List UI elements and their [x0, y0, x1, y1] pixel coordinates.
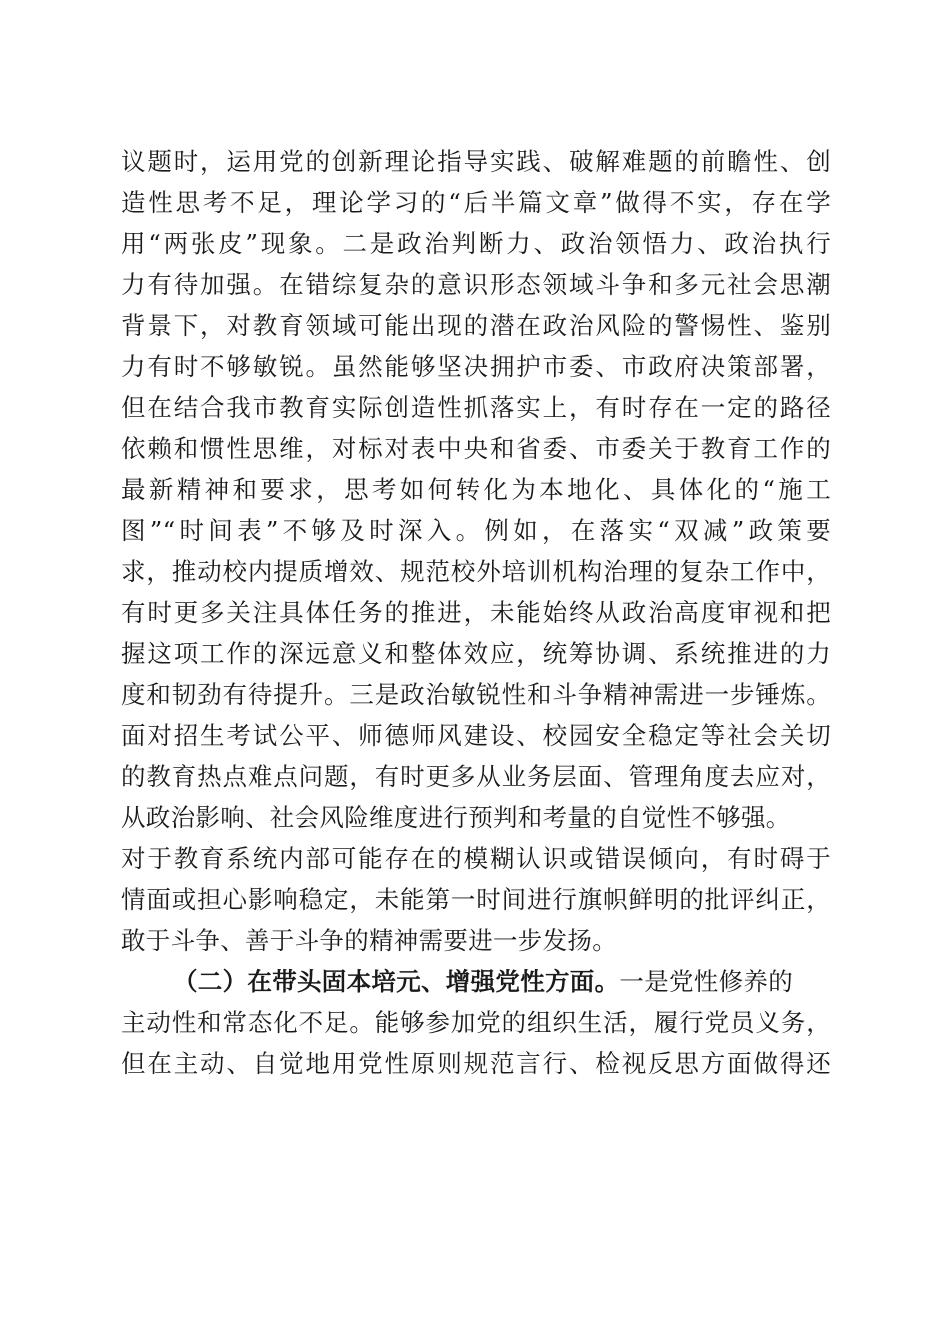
text-line: 求，推动校内提质增效、规范校外培训机构治理的复杂工作中， — [121, 557, 831, 586]
text-line: 力有待加强。在错综复杂的意识形态领域斗争和多元社会思潮 — [121, 270, 831, 299]
text-line: 力有时不够敏锐。虽然能够坚决拥护市委、市政府决策部署， — [121, 352, 831, 381]
text-line: 主动性和常态化不足。能够参加党的组织生活，履行党员义务， — [121, 1008, 831, 1037]
text-line: 图”“时间表”不够及时深入。例如，在落实“双减”政策要 — [121, 516, 831, 545]
text-line: 有时更多关注具体任务的推进，未能始终从政治高度审视和把 — [121, 598, 831, 627]
text-line: 背景下，对教育领域可能出现的潜在政治风险的警惕性、鉴别 — [121, 311, 831, 340]
text-line: 议题时，运用党的创新理论指导实践、破解难题的前瞻性、创 — [121, 147, 831, 176]
text-line: 对于教育系统内部可能存在的模糊认识或错误倾向，有时碍于 — [121, 844, 831, 873]
text-line: 面对招生考试公平、师德师风建设、校园安全稳定等社会关切 — [121, 721, 831, 750]
text-line: 敢于斗争、善于斗争的精神需要进一步发扬。 — [121, 926, 617, 955]
text-line: 造性思考不足，理论学习的“后半篇文章”做得不实，存在学 — [121, 188, 831, 217]
text-line: 最新精神和要求，思考如何转化为本地化、具体化的“施工 — [121, 475, 831, 504]
text-line: 从政治影响、社会风险维度进行预判和考量的自觉性不够强。 — [121, 803, 791, 832]
text-line: 依赖和惯性思维，对标对表中央和省委、市委关于教育工作的 — [121, 434, 831, 463]
text-line: 度和韧劲有待提升。三是政治敏锐性和斗争精神需进一步锤炼。 — [121, 680, 831, 709]
body-text — [121, 141, 831, 1084]
section-two-lead-rest: 一是党性修养的 — [619, 967, 794, 996]
section-two-lead-line — [121, 961, 831, 1002]
text-line: 但在结合我市教育实际创造性抓落实上，有时存在一定的路径 — [121, 393, 831, 422]
text-line: 情面或担心影响稳定，未能第一时间进行旗帜鲜明的批评纠正， — [121, 885, 831, 914]
text-line: 但在主动、自觉地用党性原则规范言行、检视反思方面做得还 — [121, 1049, 831, 1078]
text-line: 用“两张皮”现象。二是政治判断力、政治领悟力、政治执行 — [121, 229, 831, 258]
text-line: 的教育热点难点问题，有时更多从业务层面、管理角度去应对， — [121, 762, 831, 791]
text-line: 握这项工作的深远意义和整体效应，统筹协调、系统推进的力 — [121, 639, 831, 668]
section-two-heading: （二）在带头固本培元、增强党性方面。 — [173, 967, 620, 996]
